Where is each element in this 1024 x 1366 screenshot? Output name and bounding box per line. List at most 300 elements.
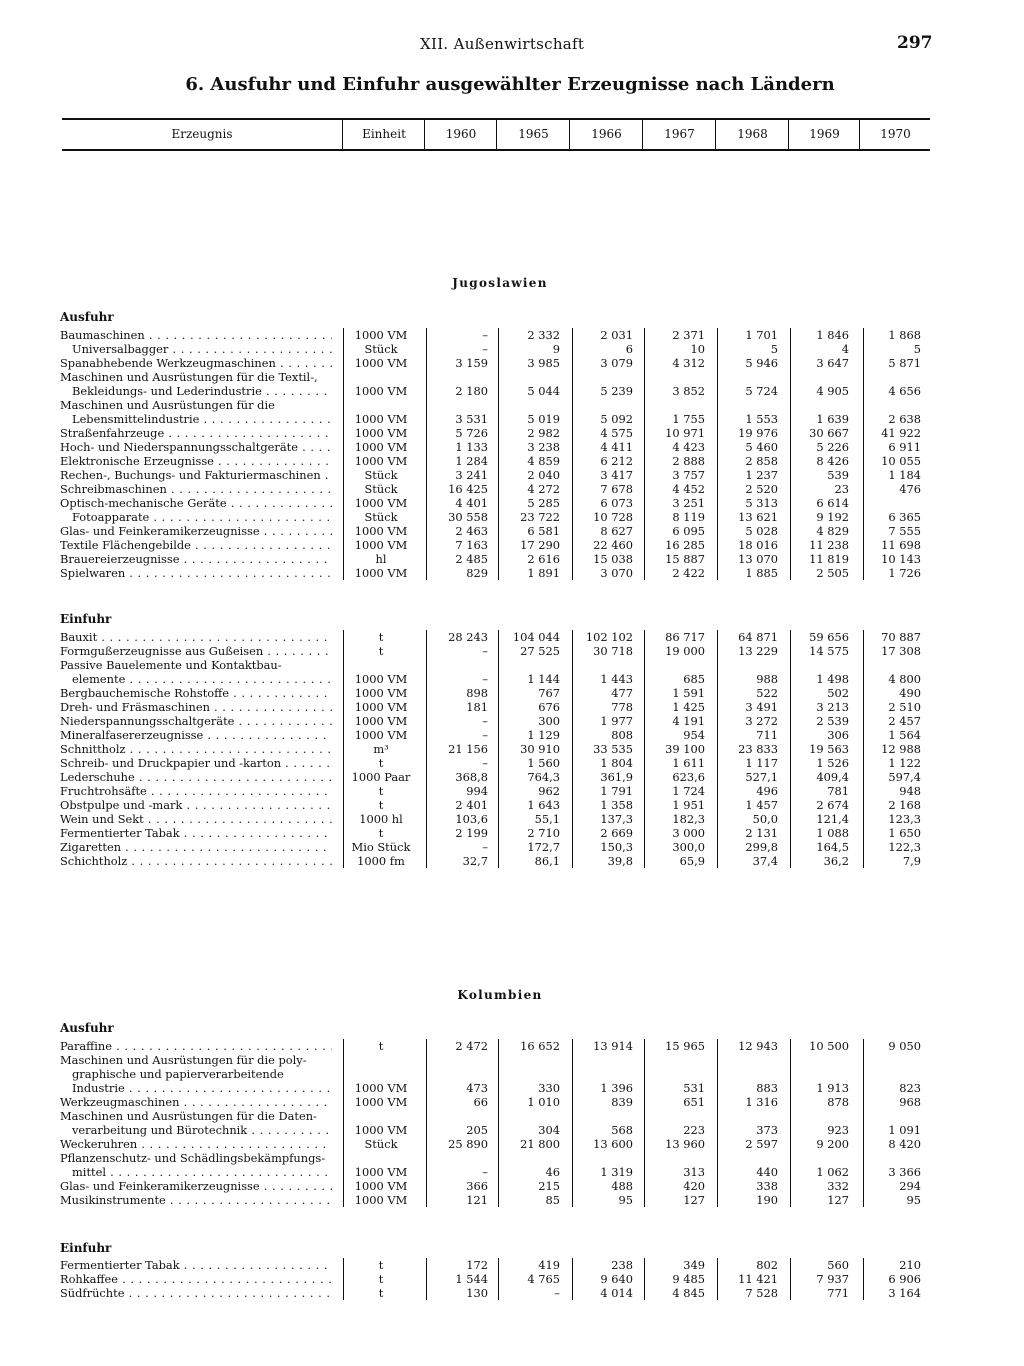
cell-value: 808 — [611, 728, 633, 742]
cell-value: 19 563 — [809, 742, 849, 756]
cell-value: 2 199 — [455, 826, 488, 840]
cell-value: 1 611 — [672, 756, 705, 770]
row-unit: Stück — [364, 468, 398, 482]
cell-value: 968 — [899, 1095, 921, 1109]
cell-value: 172,7 — [527, 840, 560, 854]
table-row — [60, 524, 940, 538]
row-unit: 1000 VM — [354, 1095, 408, 1109]
cell-value: 3 417 — [600, 468, 633, 482]
cell-value: 4 014 — [600, 1286, 633, 1300]
row-unit: t — [378, 1258, 384, 1272]
cell-value: 182,3 — [672, 812, 705, 826]
row-label: verarbeitung und Bürotechnik . . . — [60, 1123, 332, 1137]
row-unit: Stück — [364, 482, 398, 496]
cell-value: 3 757 — [672, 468, 705, 482]
cell-value: 5 044 — [527, 384, 560, 398]
table-row — [60, 1067, 940, 1081]
table-row — [60, 770, 940, 784]
cell-value: 829 — [466, 566, 488, 580]
cell-value: 39,8 — [607, 854, 633, 868]
cell-value: 10 055 — [881, 454, 921, 468]
cell-value: 531 — [683, 1081, 705, 1095]
cell-value: 898 — [466, 686, 488, 700]
table-row — [60, 566, 940, 580]
cell-value: 1 443 — [600, 672, 633, 686]
cell-value: 23 — [834, 482, 849, 496]
cell-value: 522 — [756, 686, 778, 700]
table-row — [60, 538, 940, 552]
table-row — [60, 644, 940, 658]
row-label: Rohkaffee . . . — [60, 1272, 332, 1286]
cell-value: 420 — [683, 1179, 705, 1193]
cell-value: 9 485 — [672, 1272, 705, 1286]
table-row — [60, 1109, 940, 1123]
cell-value: 15 887 — [665, 552, 705, 566]
table-row — [60, 812, 940, 826]
cell-value: 7,9 — [902, 854, 921, 868]
table-row — [60, 728, 940, 742]
cell-value: 123,3 — [888, 812, 921, 826]
cell-value: 28 243 — [448, 630, 488, 644]
cell-value: 6 906 — [888, 1272, 921, 1286]
cell-value: 778 — [611, 700, 633, 714]
row-label: Bauxit . . . — [60, 630, 332, 644]
cell-value: 95 — [618, 1193, 633, 1207]
cell-value: 3 985 — [527, 356, 560, 370]
cell-value: – — [482, 1165, 488, 1179]
table-row — [60, 798, 940, 812]
cell-value: 3 366 — [888, 1165, 921, 1179]
cell-value: 1 358 — [600, 798, 633, 812]
cell-value: 1 643 — [527, 798, 560, 812]
cell-value: 4 — [841, 342, 849, 356]
cell-value: 30 910 — [520, 742, 560, 756]
row-unit: 1000 VM — [354, 1179, 408, 1193]
cell-value: – — [482, 756, 488, 770]
table-row — [60, 742, 940, 756]
cell-value: 18 016 — [738, 538, 778, 552]
cell-value: 4 829 — [816, 524, 849, 538]
cell-value: 150,3 — [600, 840, 633, 854]
cell-value: 50,0 — [752, 812, 778, 826]
row-label: Maschinen und Ausrüstungen für die Textil-, — [60, 370, 318, 384]
table-row — [60, 370, 940, 384]
row-label: Niederspannungsschaltgeräte . . . — [60, 714, 332, 728]
cell-value: 2 510 — [888, 700, 921, 714]
cell-value: 502 — [827, 686, 849, 700]
group-heading: Einfuhr — [60, 612, 112, 626]
column-header-year: 1968 — [715, 120, 789, 149]
table-row — [60, 1053, 940, 1067]
cell-value: 2 674 — [816, 798, 849, 812]
cell-value: 13 070 — [738, 552, 778, 566]
row-unit: 1000 VM — [354, 728, 408, 742]
row-label: Spielwaren . . . — [60, 566, 332, 580]
group-rows — [60, 1039, 940, 1207]
table-row — [60, 1258, 940, 1272]
cell-value: 2 539 — [816, 714, 849, 728]
row-label: Elektronische Erzeugnisse . . . — [60, 454, 332, 468]
row-unit: t — [378, 1272, 384, 1286]
cell-value: 5 726 — [455, 426, 488, 440]
column-header-year: 1970 — [859, 120, 931, 149]
row-label: Schreibmaschinen . . . — [60, 482, 332, 496]
cell-value: 23 722 — [520, 510, 560, 524]
cell-value: 7 555 — [888, 524, 921, 538]
row-unit: 1000 VM — [354, 384, 408, 398]
cell-value: 711 — [756, 728, 778, 742]
cell-value: 1 977 — [600, 714, 633, 728]
table-row — [60, 552, 940, 566]
cell-value: – — [482, 672, 488, 686]
row-unit: 1000 VM — [354, 700, 408, 714]
cell-value: 1 122 — [888, 756, 921, 770]
cell-value: 366 — [466, 1179, 488, 1193]
cell-value: 6 212 — [600, 454, 633, 468]
row-label: Lebensmittelindustrie . . . — [60, 412, 332, 426]
row-unit: Stück — [364, 342, 398, 356]
cell-value: – — [482, 840, 488, 854]
cell-value: 2 031 — [600, 328, 633, 342]
table-row — [60, 1193, 940, 1207]
cell-value: 10 — [690, 342, 705, 356]
cell-value: 4 452 — [672, 482, 705, 496]
table-row — [60, 784, 940, 798]
column-header-year: 1969 — [788, 120, 860, 149]
cell-value: 4 905 — [816, 384, 849, 398]
cell-value: 1 846 — [816, 328, 849, 342]
cell-value: 3 000 — [672, 826, 705, 840]
row-label: Paraffine . . . — [60, 1039, 332, 1053]
cell-value: 1 913 — [816, 1081, 849, 1095]
cell-value: 2 168 — [888, 798, 921, 812]
cell-value: – — [482, 328, 488, 342]
cell-value: 1 316 — [745, 1095, 778, 1109]
cell-value: 102 102 — [585, 630, 633, 644]
row-label: Schnittholz . . . — [60, 742, 332, 756]
cell-value: 1 010 — [527, 1095, 560, 1109]
cell-value: 1 319 — [600, 1165, 633, 1179]
cell-value: 1 457 — [745, 798, 778, 812]
cell-value: 5 226 — [816, 440, 849, 454]
cell-value: 3 079 — [600, 356, 633, 370]
cell-value: 4 575 — [600, 426, 633, 440]
row-label: Fotoapparate . . . — [60, 510, 332, 524]
cell-value: 9 192 — [816, 510, 849, 524]
cell-value: 86,1 — [534, 854, 560, 868]
cell-value: 1 553 — [745, 412, 778, 426]
table-row — [60, 756, 940, 770]
country-heading: Jugoslawien — [452, 276, 548, 290]
cell-value: 2 505 — [816, 566, 849, 580]
cell-value: 13 621 — [738, 510, 778, 524]
cell-value: 823 — [899, 1081, 921, 1095]
cell-value: 4 191 — [672, 714, 705, 728]
cell-value: 1 425 — [672, 700, 705, 714]
cell-value: 994 — [466, 784, 488, 798]
cell-value: 1 129 — [527, 728, 560, 742]
row-unit: t — [378, 784, 384, 798]
row-label: Südfrüchte . . . — [60, 1286, 332, 1300]
cell-value: 4 765 — [527, 1272, 560, 1286]
row-label: Maschinen und Ausrüstungen für die — [60, 398, 275, 412]
cell-value: 10 500 — [809, 1039, 849, 1053]
cell-value: 3 647 — [816, 356, 849, 370]
cell-value: 8 119 — [672, 510, 705, 524]
cell-value: 764,3 — [527, 770, 560, 784]
row-unit: 1000 VM — [354, 426, 408, 440]
cell-value: 6 365 — [888, 510, 921, 524]
cell-value: 883 — [756, 1081, 778, 1095]
column-header-year: 1960 — [424, 120, 497, 149]
cell-value: 16 652 — [520, 1039, 560, 1053]
cell-value: 7 678 — [600, 482, 633, 496]
cell-value: 2 472 — [455, 1039, 488, 1053]
cell-value: – — [554, 1286, 560, 1300]
row-unit: t — [378, 1286, 384, 1300]
row-label: Spanabhebende Werkzeugmaschinen . . . — [60, 356, 332, 370]
cell-value: 11 238 — [809, 538, 849, 552]
cell-value: 440 — [756, 1165, 778, 1179]
row-label: Glas- und Feinkeramikerzeugnisse . . . — [60, 1179, 332, 1193]
cell-value: 2 332 — [527, 328, 560, 342]
cell-value: 2 888 — [672, 454, 705, 468]
cell-value: 5 285 — [527, 496, 560, 510]
cell-value: 2 485 — [455, 552, 488, 566]
cell-value: 2 520 — [745, 482, 778, 496]
cell-value: 127 — [827, 1193, 849, 1207]
row-unit: 1000 VM — [354, 672, 408, 686]
row-unit: 1000 fm — [357, 854, 405, 868]
column-header-year: 1966 — [569, 120, 643, 149]
cell-value: 490 — [899, 686, 921, 700]
cell-value: 2 131 — [745, 826, 778, 840]
table-row — [60, 1137, 940, 1151]
group-rows — [60, 630, 940, 868]
group-heading: Ausfuhr — [60, 1021, 114, 1035]
cell-value: 1 791 — [600, 784, 633, 798]
row-label: mittel . . . — [60, 1165, 332, 1179]
column-header-unit: Einheit — [342, 120, 425, 149]
row-label: Baumaschinen . . . — [60, 328, 332, 342]
cell-value: 560 — [827, 1258, 849, 1272]
column-header-row — [62, 118, 930, 151]
row-unit: t — [378, 756, 384, 770]
cell-value: 300 — [538, 714, 560, 728]
row-label: Schreib- und Druckpapier und -karton . . . — [60, 756, 332, 770]
row-unit: 1000 VM — [354, 440, 408, 454]
cell-value: 1 284 — [455, 454, 488, 468]
cell-value: 23 833 — [738, 742, 778, 756]
cell-value: 9 640 — [600, 1272, 633, 1286]
table-row — [60, 854, 940, 868]
row-label: Optisch-mechanische Geräte . . . — [60, 496, 332, 510]
cell-value: 4 656 — [888, 384, 921, 398]
cell-value: 2 040 — [527, 468, 560, 482]
row-label: Maschinen und Ausrüstungen für die Daten- — [60, 1109, 317, 1123]
cell-value: 9 200 — [816, 1137, 849, 1151]
row-unit: t — [378, 826, 384, 840]
cell-value: 1 701 — [745, 328, 778, 342]
cell-value: 4 401 — [455, 496, 488, 510]
row-unit: 1000 VM — [354, 1165, 408, 1179]
cell-value: 17 308 — [881, 644, 921, 658]
cell-value: 3 241 — [455, 468, 488, 482]
row-label: elemente . . . — [60, 672, 332, 686]
cell-value: 95 — [906, 1193, 921, 1207]
cell-value: 3 238 — [527, 440, 560, 454]
cell-value: 2 457 — [888, 714, 921, 728]
row-label: Straßenfahrzeuge . . . — [60, 426, 332, 440]
cell-value: 2 982 — [527, 426, 560, 440]
cell-value: 304 — [538, 1123, 560, 1137]
cell-value: 13 600 — [593, 1137, 633, 1151]
table-row — [60, 826, 940, 840]
cell-value: 597,4 — [888, 770, 921, 784]
cell-value: 8 426 — [816, 454, 849, 468]
cell-value: 5 239 — [600, 384, 633, 398]
cell-value: 1 544 — [455, 1272, 488, 1286]
table-row — [60, 1123, 940, 1137]
cell-value: 2 422 — [672, 566, 705, 580]
cell-value: 1 951 — [672, 798, 705, 812]
cell-value: 338 — [756, 1179, 778, 1193]
cell-value: 1 804 — [600, 756, 633, 770]
cell-value: 2 180 — [455, 384, 488, 398]
cell-value: 3 491 — [745, 700, 778, 714]
table-row — [60, 328, 940, 342]
cell-value: 1 564 — [888, 728, 921, 742]
cell-value: 39 100 — [665, 742, 705, 756]
cell-value: 86 717 — [665, 630, 705, 644]
cell-value: – — [482, 728, 488, 742]
cell-value: 477 — [611, 686, 633, 700]
cell-value: 8 420 — [888, 1137, 921, 1151]
group-heading: Einfuhr — [60, 1241, 112, 1255]
cell-value: 3 852 — [672, 384, 705, 398]
cell-value: 6 614 — [816, 496, 849, 510]
cell-value: 13 960 — [665, 1137, 705, 1151]
cell-value: 1 184 — [888, 468, 921, 482]
row-label: Industrie . . . — [60, 1081, 332, 1095]
row-unit: 1000 VM — [354, 328, 408, 342]
cell-value: 6 581 — [527, 524, 560, 538]
cell-value: 539 — [827, 468, 849, 482]
row-label: Wein und Sekt . . . — [60, 812, 332, 826]
cell-value: 55,1 — [534, 812, 560, 826]
cell-value: 27 525 — [520, 644, 560, 658]
cell-value: 5 313 — [745, 496, 778, 510]
cell-value: 85 — [545, 1193, 560, 1207]
cell-value: 368,8 — [455, 770, 488, 784]
row-label: Weckeruhren . . . — [60, 1137, 332, 1151]
cell-value: 1 117 — [745, 756, 778, 770]
table-row — [60, 714, 940, 728]
cell-value: 70 887 — [881, 630, 921, 644]
cell-value: 4 411 — [600, 440, 633, 454]
row-label: Obstpulpe und -mark . . . — [60, 798, 332, 812]
cell-value: 349 — [683, 1258, 705, 1272]
row-unit: 1000 VM — [354, 566, 408, 580]
row-unit: m³ — [373, 742, 389, 756]
cell-value: 7 937 — [816, 1272, 849, 1286]
cell-value: 1 724 — [672, 784, 705, 798]
cell-value: 361,9 — [600, 770, 633, 784]
cell-value: 299,8 — [745, 840, 778, 854]
cell-value: 5 — [913, 342, 921, 356]
cell-value: 64 871 — [738, 630, 778, 644]
cell-value: 172 — [466, 1258, 488, 1272]
row-unit: 1000 VM — [354, 454, 408, 468]
cell-value: 1 885 — [745, 566, 778, 580]
cell-value: 10 728 — [593, 510, 633, 524]
row-label: Mineralfasererzeugnisse . . . — [60, 728, 332, 742]
table-row — [60, 1179, 940, 1193]
row-label: Glas- und Feinkeramikerzeugnisse . . . — [60, 524, 332, 538]
cell-value: 767 — [538, 686, 560, 700]
table-row — [60, 658, 940, 672]
row-unit: 1000 VM — [354, 1193, 408, 1207]
cell-value: 948 — [899, 784, 921, 798]
cell-value: 878 — [827, 1095, 849, 1109]
cell-value: 651 — [683, 1095, 705, 1109]
cell-value: 19 976 — [738, 426, 778, 440]
row-label: Pflanzenschutz- und Schädlingsbekämpfungs- — [60, 1151, 326, 1165]
cell-value: 2 401 — [455, 798, 488, 812]
table-row — [60, 1272, 940, 1286]
cell-value: 5 460 — [745, 440, 778, 454]
table-row — [60, 482, 940, 496]
row-label: Schichtholz . . . — [60, 854, 332, 868]
cell-value: 33 535 — [593, 742, 633, 756]
cell-value: 2 710 — [527, 826, 560, 840]
cell-value: 30 667 — [809, 426, 849, 440]
row-unit: t — [378, 644, 384, 658]
cell-value: 685 — [683, 672, 705, 686]
row-unit: 1000 VM — [354, 496, 408, 510]
table-row — [60, 686, 940, 700]
cell-value: 19 000 — [665, 644, 705, 658]
row-unit: t — [378, 630, 384, 644]
cell-value: 676 — [538, 700, 560, 714]
cell-value: 1 396 — [600, 1081, 633, 1095]
row-label: Rechen-, Buchungs- und Fakturiermaschinen . . . — [60, 468, 332, 482]
cell-value: 1 891 — [527, 566, 560, 580]
cell-value: 1 755 — [672, 412, 705, 426]
cell-value: 5 946 — [745, 356, 778, 370]
row-label: Universalbagger . . . — [60, 342, 332, 356]
page-number: 297 — [897, 33, 933, 53]
cell-value: 16 285 — [665, 538, 705, 552]
cell-value: 476 — [899, 482, 921, 496]
cell-value: 2 616 — [527, 552, 560, 566]
cell-value: 1 639 — [816, 412, 849, 426]
group-rows — [60, 328, 940, 580]
cell-value: 11 698 — [881, 538, 921, 552]
cell-value: 238 — [611, 1258, 633, 1272]
group-heading: Ausfuhr — [60, 310, 114, 324]
row-unit: 1000 VM — [354, 356, 408, 370]
table-row — [60, 454, 940, 468]
table-row — [60, 342, 940, 356]
cell-value: 4 800 — [888, 672, 921, 686]
cell-value: 10 143 — [881, 552, 921, 566]
row-label: Formgußerzeugnisse aus Gußeisen . . . — [60, 644, 332, 658]
cell-value: – — [482, 342, 488, 356]
cell-value: 8 627 — [600, 524, 633, 538]
cell-value: 488 — [611, 1179, 633, 1193]
cell-value: 10 971 — [665, 426, 705, 440]
